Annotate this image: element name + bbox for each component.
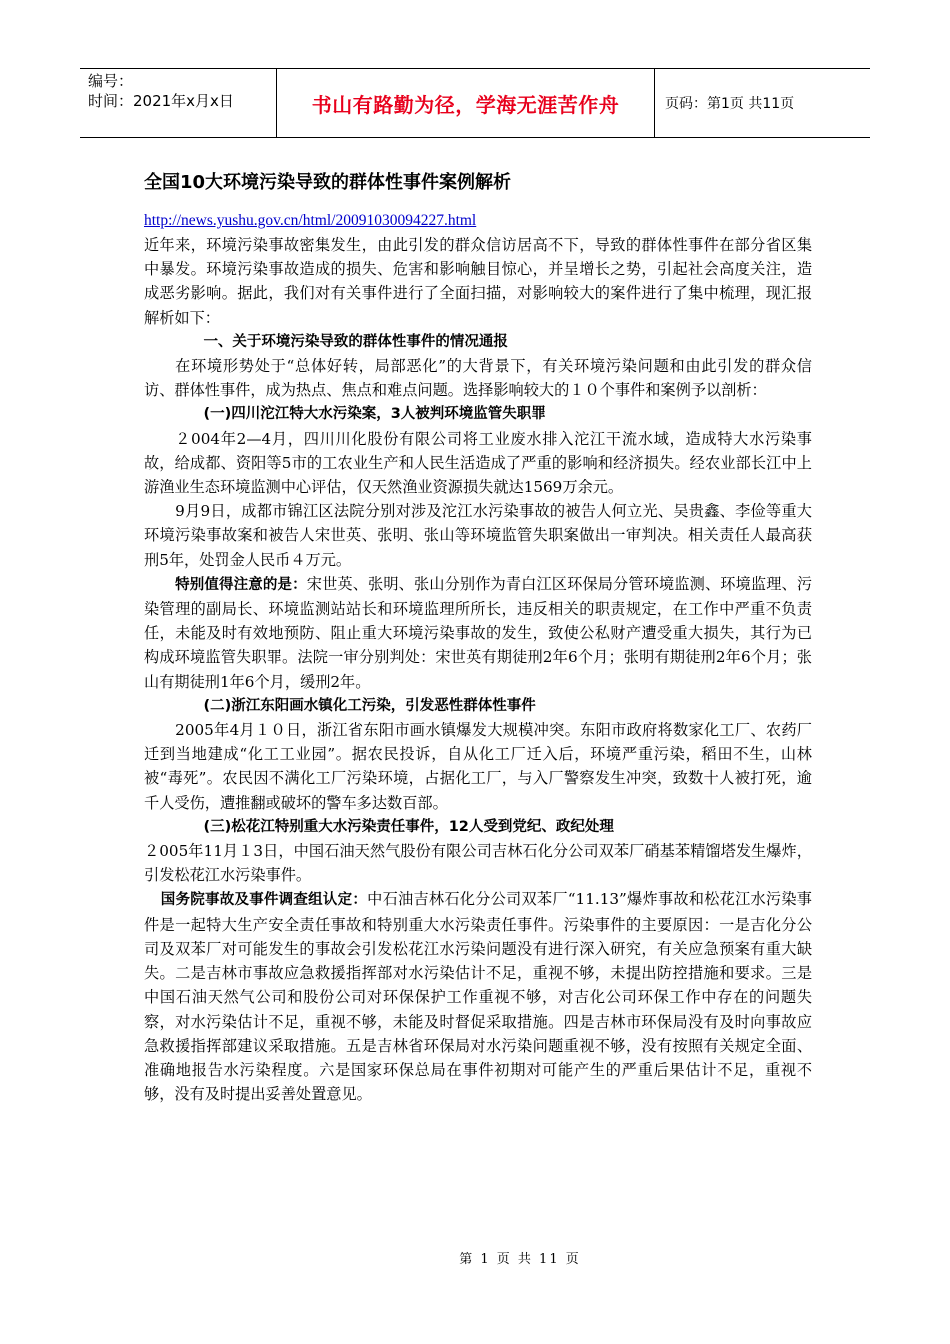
case3-emphasis-lead: 国务院事故及事件调查组认定：	[160, 892, 368, 909]
case3-paragraph-2-text: 中石油吉林石化分公司双苯厂“11.13”爆炸事故和松花江水污染事件是一起特大生产安全责任事故和特别重大水污染责任事件。污染事件的主要原因：一是吉化分公司及双苯厂对可能发生的事故会引发松花江水污染问题没有进行深入研究，有关应急预案有重大缺失。二是吉林市事故应急救援指挥部对水污染估计不足，重视不够，未提出防控措施和要求。三是中国石油天然气公司和股份公司对环保保护工作重视不够，对吉化公司环保工作中存在的问题失察，对水污染估计不足，重视不够，未能及时督促采取措施。四是吉林市环保局没有及时向事故应急救援指挥部建议采取措施。五是吉林省环保局对水污染问题重视不够，没有按照有关规定全面、准确地报告水污染程度。六是国家环保总局在事件初期对可能产生的严重后果估计不足，重视不够，没有及时提出妥善处置意见。	[144, 890, 812, 1104]
document-date-label: 时间：2021年x月x日	[88, 92, 234, 110]
case1-paragraph-2: 9月9日，成都市锦江区法院分别对涉及沱江水污染事故的被告人何立光、吴贵鑫、李俭等重大环境污染事故案和被告人宋世英、张明、张山等环境监管失职案做出一审判决。相关责任人最高获刑5年，处罚金人民币４万元。	[144, 502, 812, 569]
case3-paragraph-2	[144, 887, 812, 1106]
case1-paragraph-3-text: 宋世英、张明、张山分别作为青白江区环保局分管环境监测、环境监理、污染管理的副局长、环境监测站站长和环境监理所所长，违反相关的职责规定，在工作中严重不负责任，未能及时有效地预防、阻止重大环境污染事故的发生，致使公私财产遭受重大损失，其行为已构成环境监管失职罪。法院一审分别判处：宋世英有期徒刑2年6个月；张明有期徒刑2年6个月；张山有期徒刑1年6个月，缓刑2年。	[144, 574, 813, 691]
case1-paragraph-1: ２004年2—4月，四川川化股份有限公司将工业废水排入沱江干流水域，造成特大水污染事故，给成都、资阳等5市的工农业生产和人民生活造成了严重的影响和经济损失。经农业部长江中上游渔业生态环境监测中心评估，仅天然渔业资源损失就达1569万余元。	[144, 429, 812, 497]
case2-paragraph-1: 2005年4月１０日，浙江省东阳市画水镇爆发大规模冲突。东阳市政府将数家化工厂、农药厂迁到当地建成“化工工业园”。据农民投诉，自从化工厂迁入后，环境严重污染，稻田不生，山林被“毒死”。农民因不满化工厂污染环境，占据化工厂，与入厂警察发生冲突，致数十人被打死，逾千人受伤，遭推翻或破坏的警车多达数百部。	[144, 721, 812, 812]
section-paragraph: 在环境形势处于“总体好转，局部恶化”的大背景下，有关环境污染问题和由此引发的群众信访、群体性事件，成为热点、焦点和难点问题。选择影响较大的１０个事件和案例予以剖析：	[144, 357, 812, 400]
case-heading-1: (一)四川沱江特大水污染案，3人被判环境监管失职罪	[203, 406, 546, 423]
case-heading-2: (二)浙江东阳画水镇化工污染，引发恶性群体性事件	[203, 697, 536, 714]
case-heading-3: (三)松花江特别重大水污染责任事件，12人受到党纪、政纪处理	[203, 818, 614, 835]
source-link[interactable]: http://news.yushu.gov.cn/html/20091030094227.html	[144, 212, 477, 229]
header-motto: 书山有路勤为径，学海无涯苦作舟	[276, 69, 655, 137]
section-heading: 一、关于环境污染导致的群体性事件的情况通报	[203, 333, 508, 350]
header-page-info: 页码：第1页 共11页	[665, 96, 795, 112]
intro-paragraph: 近年来，环境污染事故密集发生，由此引发的群众信访居高不下，导致的群体性事件在部分省区集中暴发。环境污染事故造成的损失、危害和影响触目惊心，并呈增长之势，引起社会高度关注，造成恶劣影响。据此，我们对有关事件进行了全面扫描，对影响较大的案件进行了集中梳理，现汇报解析如下：	[144, 236, 812, 327]
article-body	[144, 168, 812, 1106]
case1-emphasis-lead: 特别值得注意的是：	[175, 576, 307, 593]
case1-paragraph-3	[144, 572, 812, 694]
document-number-label: 编号：	[88, 72, 134, 90]
page-footer: 第 1 页 共 11 页	[459, 1252, 581, 1267]
case3-paragraph-1: ２005年11月１3日，中国石油天然气股份有限公司吉林石化分公司双苯厂硝基苯精馏塔发生爆炸，引发松花江水污染事件。	[144, 842, 812, 885]
article-title: 全国10大环境污染导致的群体性事件案例解析	[144, 172, 512, 193]
page-header	[80, 68, 870, 138]
header-meta	[80, 69, 276, 137]
